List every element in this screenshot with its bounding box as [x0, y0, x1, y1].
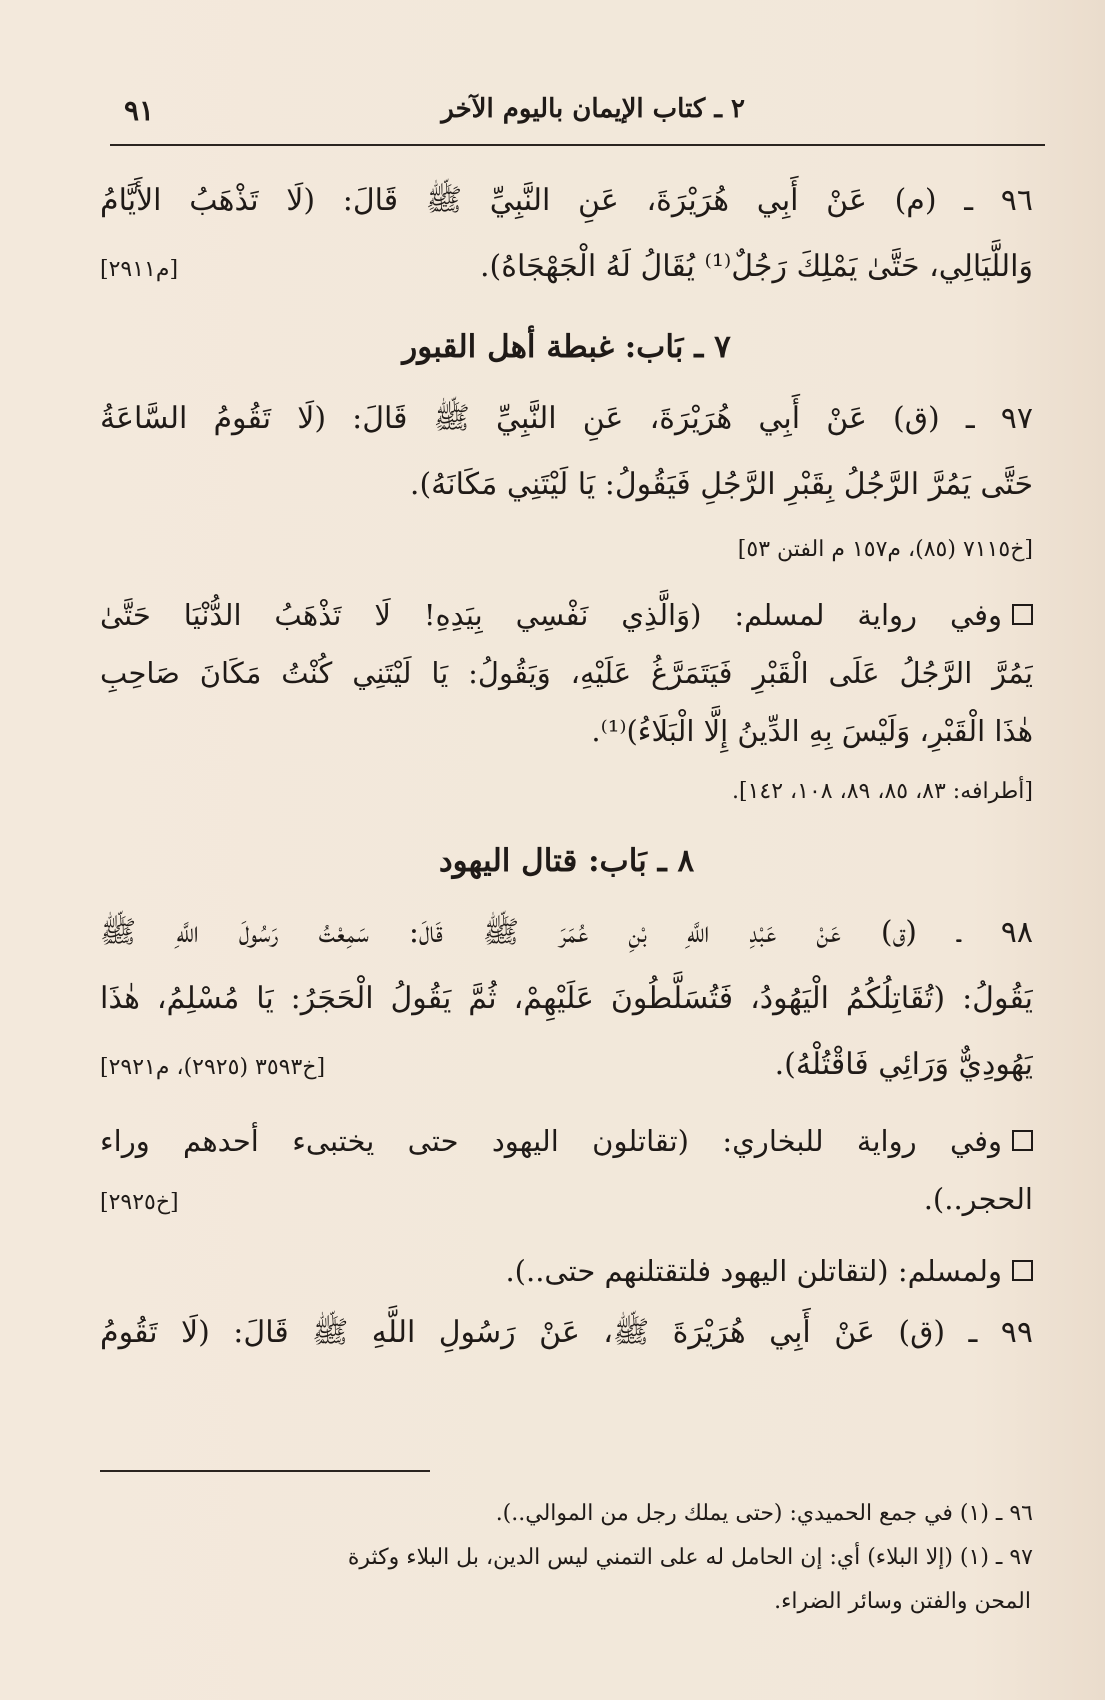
hadith-98-line-1: ٩٨ ـ (ق) عَنْ عَبْدِ اللَّهِ بْنِ عُمَرَ ﷺ قَالَ: سَمِعْتُ رَسُولَ اللَّهِ ﷺ — [100, 915, 1033, 950]
footnote-96: ٩٦ ـ (١) في جمع الحميدي: (حتى يملك رجل من الموالي..). — [495, 1501, 1033, 1526]
hadith-97-muslim-narration-line-1 — [100, 586, 1033, 644]
hadith-96-line-2: وَاللَّيَالِي، حَتَّىٰ يَمْلِكَ رَجُلٌ⁽¹⁾ يُقَالُ لَهُ الْجَهْجَاهُ). — [480, 249, 1033, 284]
hadith-98-muslim-narration — [100, 1242, 1033, 1300]
hadith-98-bukhari-narration-line-2-row — [100, 1170, 1033, 1228]
hadith-98-bukhari-reference: [خ٢٩٢٥] — [100, 1190, 179, 1215]
riwaya-text: ولمسلم: (لتقاتلن اليهود فلتقتلنهم حتى..). — [505, 1254, 1002, 1288]
hadith-98-line-3-row — [100, 1032, 1033, 1098]
hadith-96-line-2-row — [100, 234, 1033, 300]
hadith-97-muslim-narration-line-2: يَمُرَّ الرَّجُلُ عَلَى الْقَبْرِ فَيَتَمَرَّغُ عَلَيْهِ، وَيَقُولُ: يَا لَيْتَنِي كُنْتُ مَكَانَ صَاحِبِ — [100, 656, 1033, 690]
running-title: ٢ ـ كتاب الإيمان باليوم الآخر — [441, 94, 745, 124]
hadith-98-line-2: يَقُولُ: (تُقَاتِلُكُمُ الْيَهُودُ، فَتُسَلَّطُونَ عَلَيْهِمْ، ثُمَّ يَقُولُ الْحَجَرُ: يَا مُسْلِمُ، هٰذَا — [100, 981, 1033, 1016]
footnote-divider — [100, 1470, 430, 1472]
square-bullet-icon — [1012, 1260, 1033, 1281]
hadith-98-bukhari-narration-line-1 — [100, 1112, 1033, 1170]
hadith-98-bukhari-narration-line-2: الحجر..). — [923, 1182, 1033, 1216]
chapter-8-title: ٨ ـ بَاب: قتال اليهود — [438, 843, 695, 879]
hadith-96-reference: [م٢٩١١] — [100, 257, 179, 282]
hadith-98 — [100, 900, 1033, 1300]
hadith-98-line-3: يَهُودِيٌّ وَرَائِي فَاقْتُلْهُ). — [774, 1047, 1033, 1082]
footnotes — [100, 1492, 1033, 1624]
chapter-7-title: ٧ ـ بَاب: غبطة أهل القبور — [402, 329, 731, 365]
hadith-97-line-1: ٩٧ ـ (ق) عَنْ أَبِي هُرَيْرَةَ، عَنِ النَّبِيِّ ﷺ قَالَ: (لَا تَقُومُ السَّاعَةُ — [100, 401, 1033, 436]
main-text — [100, 168, 1033, 1366]
page-number: ٩١ — [124, 94, 155, 127]
hadith-96 — [100, 168, 1033, 300]
hadith-97-atraf: [أطرافه: ٨٣، ٨٥، ٨٩، ١٠٨، ١٤٢]. — [732, 779, 1033, 804]
footnote-97-line-2: المحن والفتن وسائر الضراء. — [774, 1589, 1031, 1614]
hadith-97-reference: [خ٧١١٥ (٨٥)، م١٥٧ م الفتن ٥٣] — [737, 537, 1033, 562]
hadith-97 — [100, 386, 1033, 814]
riwaya-text: وفي رواية للبخاري: (تقاتلون اليهود حتى يختبىء أحدهم وراء — [100, 1124, 1002, 1158]
hadith-99-line-1: ٩٩ ـ (ق) عَنْ أَبِي هُرَيْرَةَ ﷺ، عَنْ رَسُولِ اللَّهِ ﷺ قَالَ: (لَا تَقُومُ — [100, 1315, 1033, 1350]
hadith-97-muslim-narration-line-3: هٰذَا الْقَبْرِ، وَلَيْسَ بِهِ الدِّينُ إِلَّا الْبَلَاءُ)⁽¹⁾. — [591, 714, 1033, 748]
page-header — [110, 92, 1045, 146]
hadith-97-line-2: حَتَّى يَمُرَّ الرَّجُلُ بِقَبْرِ الرَّجُلِ فَيَقُولُ: يَا لَيْتَنِي مَكَانَهُ). — [409, 467, 1033, 502]
hadith-99 — [100, 1300, 1033, 1366]
footnote-97-line-1: ٩٧ ـ (١) (إلا البلاء) أي: إن الحامل له على التمني ليس الدين، بل البلاء وكثرة — [347, 1545, 1033, 1570]
hadith-98-reference: [خ٣٥٩٣ (٢٩٢٥)، م٢٩٢١] — [100, 1055, 326, 1080]
riwaya-text: وفي رواية لمسلم: (وَالَّذِي نَفْسِي بِيَدِهِ! لَا تَذْهَبُ الدُّنْيَا حَتَّىٰ — [100, 598, 1002, 632]
square-bullet-icon — [1012, 604, 1033, 625]
hadith-96-line-1: ٩٦ ـ (م) عَنْ أَبِي هُرَيْرَةَ، عَنِ النَّبِيِّ ﷺ قَالَ: (لَا تَذْهَبُ الأَيَّامُ — [100, 183, 1033, 218]
square-bullet-icon — [1012, 1130, 1033, 1151]
